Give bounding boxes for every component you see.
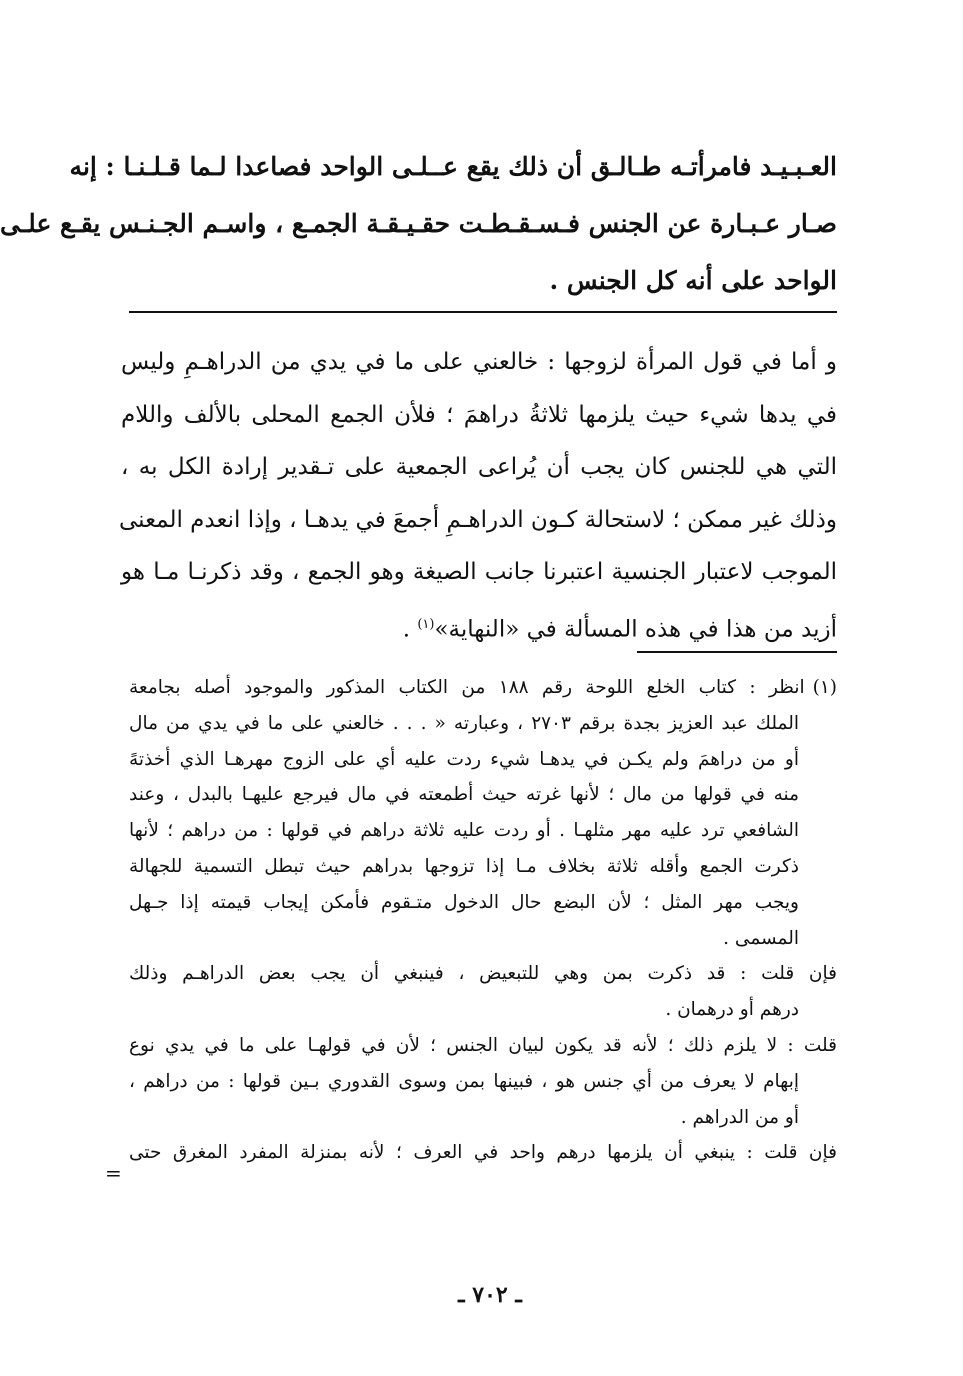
end-punctuation: . [402, 616, 418, 643]
commentary-line: وذلك غير ممكن ؛ لاستحالة كـون الدراهـمِ أجمعَ في يدهـا ، وإذا انعدم المعنى [118, 506, 837, 533]
separator-rule [129, 311, 837, 313]
footnote-line: ويجب مهر المثل ؛ لأن البضع حال الدخول متـقوم فأمكن إيجاب قيمته إذا جـهل [129, 891, 799, 913]
commentary-line: في يدها شيء حيث يلزمها ثلاثةُ دراهمَ ؛ فلأن الجمع المحلى بالألف واللام [121, 401, 837, 428]
footnote-question-line: فإن قلت : ينبغي أن يلزمها درهم واحد في العرف ؛ لأنه بمنزلة المفرد المغرق حتى [129, 1142, 837, 1164]
footnote-line: ذكرت الجمع وأقله ثلاثة بخلاف مـا إذا تزوجها بدراهم حيث تبطل التسمية للجهالة [129, 855, 799, 877]
footnotes [129, 670, 837, 1171]
commentary-text [118, 336, 837, 656]
commentary-line: التي هي للجنس كان يجب أن يُراعى الجمعية على تـقدير إرادة الكل به ، [121, 454, 837, 480]
footnote-line: انظر : كتاب الخلع اللوحة رقم ١٨٨ من الكتاب المذكور والموجود أصله بجامعة [129, 677, 805, 698]
continuation-mark: = [105, 1161, 122, 1185]
commentary-line: أزيد من هذا في هذه المسألة في «النهاية» [434, 616, 837, 643]
quoted-text-line: صـار عـبـارة عن الجنس فـسـقـطـت حقـيـقـة الجمـع ، واسـم الجـنـس يقـع علـى [0, 209, 837, 238]
commentary-line: و أما في قول المرأة لزوجها : خالعني على ما في يدي من الدراهـمِ وليس [121, 349, 837, 375]
quoted-text-line: العـبـيـد فامرأتـه طـالـق أن ذلك يقع عــلـى الواحد فصاعدا لـما قـلـنـا : إنه [69, 152, 837, 181]
footnote-question-line: درهم أو درهمان . [665, 999, 799, 1021]
footnote-line: الشافعي ترد عليه مهر مثلهـا . أو ردت عليه ثلاثة دراهم في قولها : من دراهم ؛ لأنها [129, 820, 799, 842]
commentary-last-line [121, 599, 837, 656]
footnote-answer-line: أو من الدراهم . [680, 1106, 799, 1128]
footnote-separator [637, 651, 837, 653]
footnote-answer-line: إبهام لا يعرف من أي جنس هو ، فبينها بمن وسوى القدوري بـين قولها : من دراهم ، [129, 1070, 799, 1092]
quoted-text-line: الواحد على أنه كل الجنس . [549, 266, 837, 295]
footnote-question-line: فإن قلت : قد ذكرت بمن وهي للتبعيض ، فينبغي أن يجب بعض الدراهـم وذلك [129, 963, 837, 985]
footnote-reference[interactable]: (١) [417, 616, 435, 632]
footnote-answer-line: قلت : لا يلزم ذلك ؛ لأنه قد يكون لبيان الجنس ؛ لأن في قولهـا على ما في يدي نوع [129, 1034, 837, 1056]
footnote-line: أو من دراهمَ ولم يكـن في يدهـا شيء ردت عليه أي على الزوج مهرهـا الذي أخذتهً [129, 748, 799, 770]
footnote-line: منه في قولها من مال ؛ لأنها غرته حيث أطمعته في مال فيرجع عليهـا بالبدل ، وعند [129, 784, 799, 806]
footnote-body [129, 706, 837, 957]
footnote-line: المسمى . [723, 927, 799, 949]
quoted-text [0, 138, 837, 309]
footnote-first-line [129, 670, 837, 706]
footnote-marker: (١) [812, 677, 837, 698]
page-number: ـ ٧٠٢ ـ [458, 1282, 522, 1308]
footnote-line: الملك عبد العزيز بجدة برقم ٢٧٠٣ ، وعبارته « . . . خالعني على ما في يدي من مال [129, 712, 799, 734]
commentary-line: الموجب لاعتبار الجنسية اعتبرنا جانب الصيغة وهو الجمع ، وقد ذكرنـا مـا هو [121, 559, 837, 585]
